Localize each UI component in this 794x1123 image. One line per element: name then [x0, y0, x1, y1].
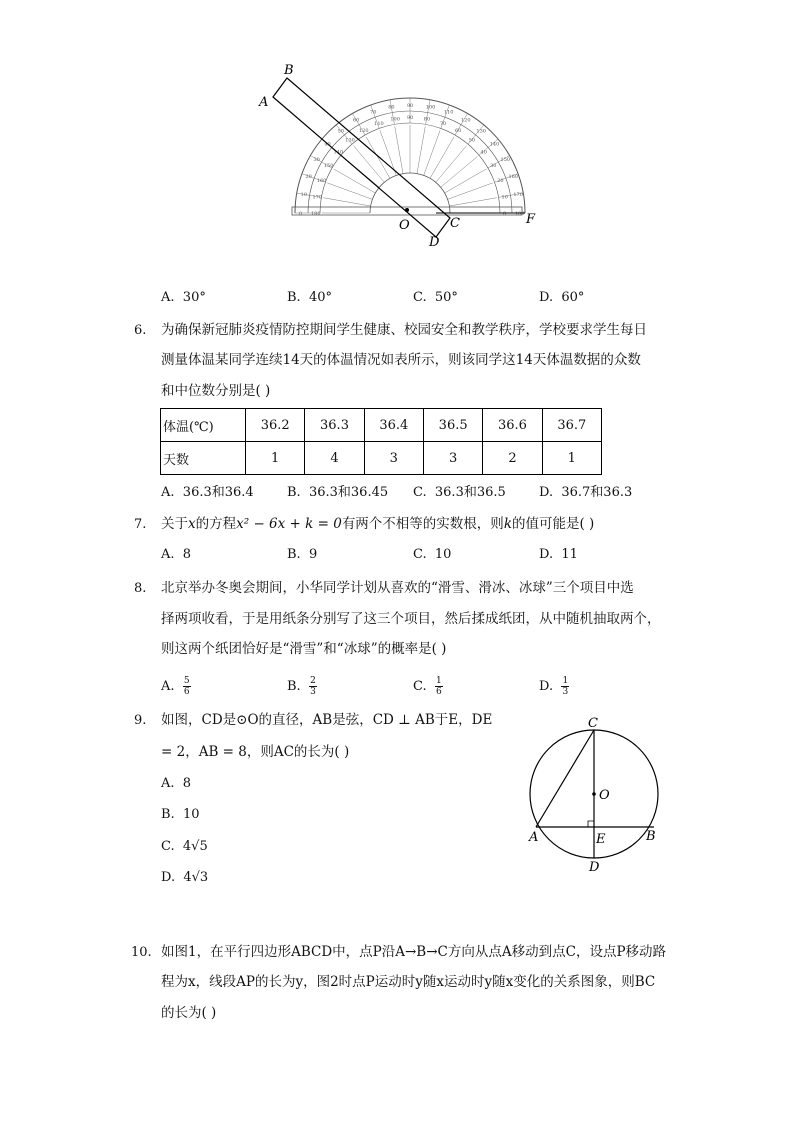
protractor-inner-label: 130	[345, 137, 355, 144]
protractor-inner-label: 100	[390, 116, 400, 123]
protractor-ray	[323, 198, 370, 206]
q10-line-2: 程为x，线段AP的长为y，图2时点P运动时y随x运动时y随x变化的关系图象，则BC	[161, 974, 656, 990]
label-O: O	[399, 218, 410, 233]
q8-line-1: 北京举办冬奥会期间，小华同学计划从喜欢的“滑雪、滑冰、冰球”三个项目中选	[161, 580, 634, 596]
table-cell: 3	[423, 442, 482, 475]
q8-option-a[interactable]: A. $\frac{5}{6}$	[161, 676, 190, 697]
protractor-outer-label: 80	[388, 104, 395, 111]
label-F: F	[526, 212, 536, 227]
q9-option-b[interactable]: B. 10	[161, 807, 200, 822]
q7-option-a[interactable]: A. 8	[161, 547, 192, 562]
q6-line-3: 和中位数分别是( )	[161, 383, 271, 399]
q9-number: 9.	[134, 713, 147, 728]
protractor-ray	[436, 146, 467, 183]
q8-number: 8.	[134, 581, 147, 596]
table-cell: 36.5	[423, 409, 482, 442]
table-row	[161, 442, 602, 475]
protractor-ray	[441, 156, 478, 187]
protractor-outer-label: 10	[300, 192, 308, 199]
protractor-outer-label: 140	[489, 141, 500, 148]
protractor-outer-label: 150	[500, 157, 511, 163]
protractor-outer-label: 170	[513, 192, 523, 199]
protractor-inner-label: 80	[423, 116, 431, 123]
label-D: D	[429, 235, 440, 250]
protractor-inner-label: 90	[407, 115, 414, 121]
protractor-inner-label: 120	[359, 127, 369, 134]
label-B: B	[646, 829, 656, 844]
q9-line-2: = 2，AB = 8，则AC的长为( )	[161, 744, 350, 760]
table-cell: 36.6	[483, 409, 542, 442]
protractor-outer-label: 110	[443, 109, 454, 116]
circle-figure	[520, 710, 670, 880]
q8-option-c[interactable]: C. $\frac{1}{6}$	[413, 676, 442, 697]
q10-number: 10.	[131, 945, 152, 960]
label-A: A	[259, 95, 269, 110]
q5-option-b[interactable]: B. 40°	[287, 290, 332, 305]
table-cell: 36.3	[305, 409, 364, 442]
protractor-ray	[327, 183, 372, 199]
protractor-outer-label: 100	[425, 104, 436, 111]
protractor-outer-label: 40	[324, 141, 331, 148]
protractor-outer-label: 50	[337, 128, 344, 135]
protractor-inner-label: 30	[490, 163, 497, 169]
q10-line-1: 如图1，在平行四边形ABCD中，点P沿A→B→C方向从点A移动到点C，设点P移动路	[161, 944, 667, 960]
temperature-table	[160, 408, 602, 475]
protractor-inner-label: 140	[333, 149, 344, 156]
protractor-inner-label: 110	[374, 120, 384, 127]
label-B: B	[284, 63, 294, 78]
protractor-outer-label: 70	[370, 109, 377, 116]
q8-line-2: 择两项收看，于是用纸条分别写了这三个项目，然后揉成纸团，从中随机抽取两个，	[161, 611, 661, 627]
q6-option-c[interactable]: C. 36.3和36.5	[413, 485, 506, 500]
protractor-ray	[448, 183, 493, 199]
protractor-outer-label: 90	[407, 103, 414, 109]
segment-AC	[536, 730, 594, 827]
table-header-days: 天数	[161, 442, 246, 475]
q6-option-a[interactable]: A. 36.3和36.4	[161, 485, 254, 500]
table-cell: 36.7	[542, 409, 601, 442]
protractor-outer-label: 60	[353, 117, 360, 124]
protractor-inner-label: 50	[468, 137, 476, 144]
protractor-figure	[250, 55, 550, 255]
table-header-temp: 体温(℃)	[161, 409, 246, 442]
protractor-inner-label: 170	[312, 194, 323, 201]
protractor-inner-label: 180	[311, 211, 321, 217]
label-O: O	[599, 788, 610, 803]
protractor-ray	[395, 126, 403, 173]
q6-number: 6.	[134, 323, 147, 338]
protractor-ray	[417, 126, 425, 173]
table-cell: 36.2	[246, 409, 305, 442]
table-cell: 36.4	[364, 409, 423, 442]
protractor-inner-label: 40	[480, 149, 487, 156]
label-D: D	[589, 860, 600, 875]
q7-number: 7.	[134, 517, 147, 532]
q5-option-d[interactable]: D. 60°	[539, 290, 585, 305]
q9-option-a[interactable]: A. 8	[161, 776, 192, 791]
protractor-outer-label: 20	[305, 174, 312, 181]
protractor-outer-label: 120	[461, 117, 471, 124]
table-cell: 3	[364, 442, 423, 475]
q8-option-d[interactable]: D. $\frac{1}{3}$	[539, 676, 569, 697]
q7-option-c[interactable]: C. 10	[413, 547, 452, 562]
table-cell: 2	[483, 442, 542, 475]
point-O	[405, 208, 409, 212]
table-row	[161, 409, 602, 442]
protractor-outer-label: 0	[299, 211, 303, 217]
q8-option-b[interactable]: B. $\frac{2}{3}$	[287, 676, 316, 697]
q7-option-d[interactable]: D. 11	[539, 547, 578, 562]
protractor-outer-label: 160	[508, 174, 519, 181]
label-A: A	[529, 830, 539, 845]
protractor-inner-label: 160	[316, 178, 327, 185]
protractor-inner-label: 150	[323, 163, 334, 169]
protractor-inner-label: 10	[501, 194, 508, 201]
protractor-inner-label: 70	[439, 120, 447, 127]
protractor-inner-label: 0	[503, 211, 507, 217]
table-cell: 1	[542, 442, 601, 475]
q5-option-a[interactable]: A. 30°	[161, 290, 206, 305]
label-C: C	[450, 216, 460, 231]
q7-option-b[interactable]: B. 9	[287, 547, 318, 562]
q6-option-b[interactable]: B. 36.3和36.45	[287, 485, 389, 500]
protractor-ray	[430, 137, 454, 179]
protractor-ray	[449, 198, 496, 206]
protractor-ray	[424, 130, 440, 175]
protractor-outer-label: 180	[515, 211, 525, 217]
label-E: E	[596, 832, 606, 847]
q9-option-c[interactable]: C. 4√5	[161, 839, 208, 854]
protractor-inner-label: 20	[497, 178, 504, 185]
table-cell: 4	[305, 442, 364, 475]
q6-option-d[interactable]: D. 36.7和36.3	[539, 485, 633, 500]
q7-stem: 关于x的方程x² − 6x + k = 0有两个不相等的实数根，则k的值可能是( )	[161, 516, 595, 532]
q9-option-d[interactable]: D. 4√3	[161, 870, 209, 885]
protractor-outer-label: 130	[476, 128, 486, 135]
protractor-outer-label: 30	[313, 157, 320, 163]
q7-equation: x² − 6x + k = 0	[236, 516, 342, 532]
protractor-inner-label: 60	[455, 127, 462, 134]
label-C: C	[588, 716, 598, 731]
q6-line-1: 为确保新冠肺炎疫情防控期间学生健康、校园安全和教学秩序，学校要求学生每日	[161, 322, 647, 338]
table-cell: 1	[246, 442, 305, 475]
center-dot	[592, 792, 596, 796]
q5-option-c[interactable]: C. 50°	[413, 290, 458, 305]
q8-line-3: 则这两个纸团恰好是“滑雪”和“冰球”的概率是( )	[161, 641, 447, 657]
right-angle-mark	[588, 821, 594, 827]
q10-line-3: 的长为( )	[161, 1005, 217, 1021]
protractor-ray	[445, 169, 487, 193]
q9-line-1: 如图，CD是⊙O的直径，AB是弦，CD ⊥ AB于E，DE	[161, 712, 493, 728]
q6-line-2: 测量体温某同学连续14天的体温情况如表所示，则该同学这14天体温数据的众数	[161, 352, 641, 368]
